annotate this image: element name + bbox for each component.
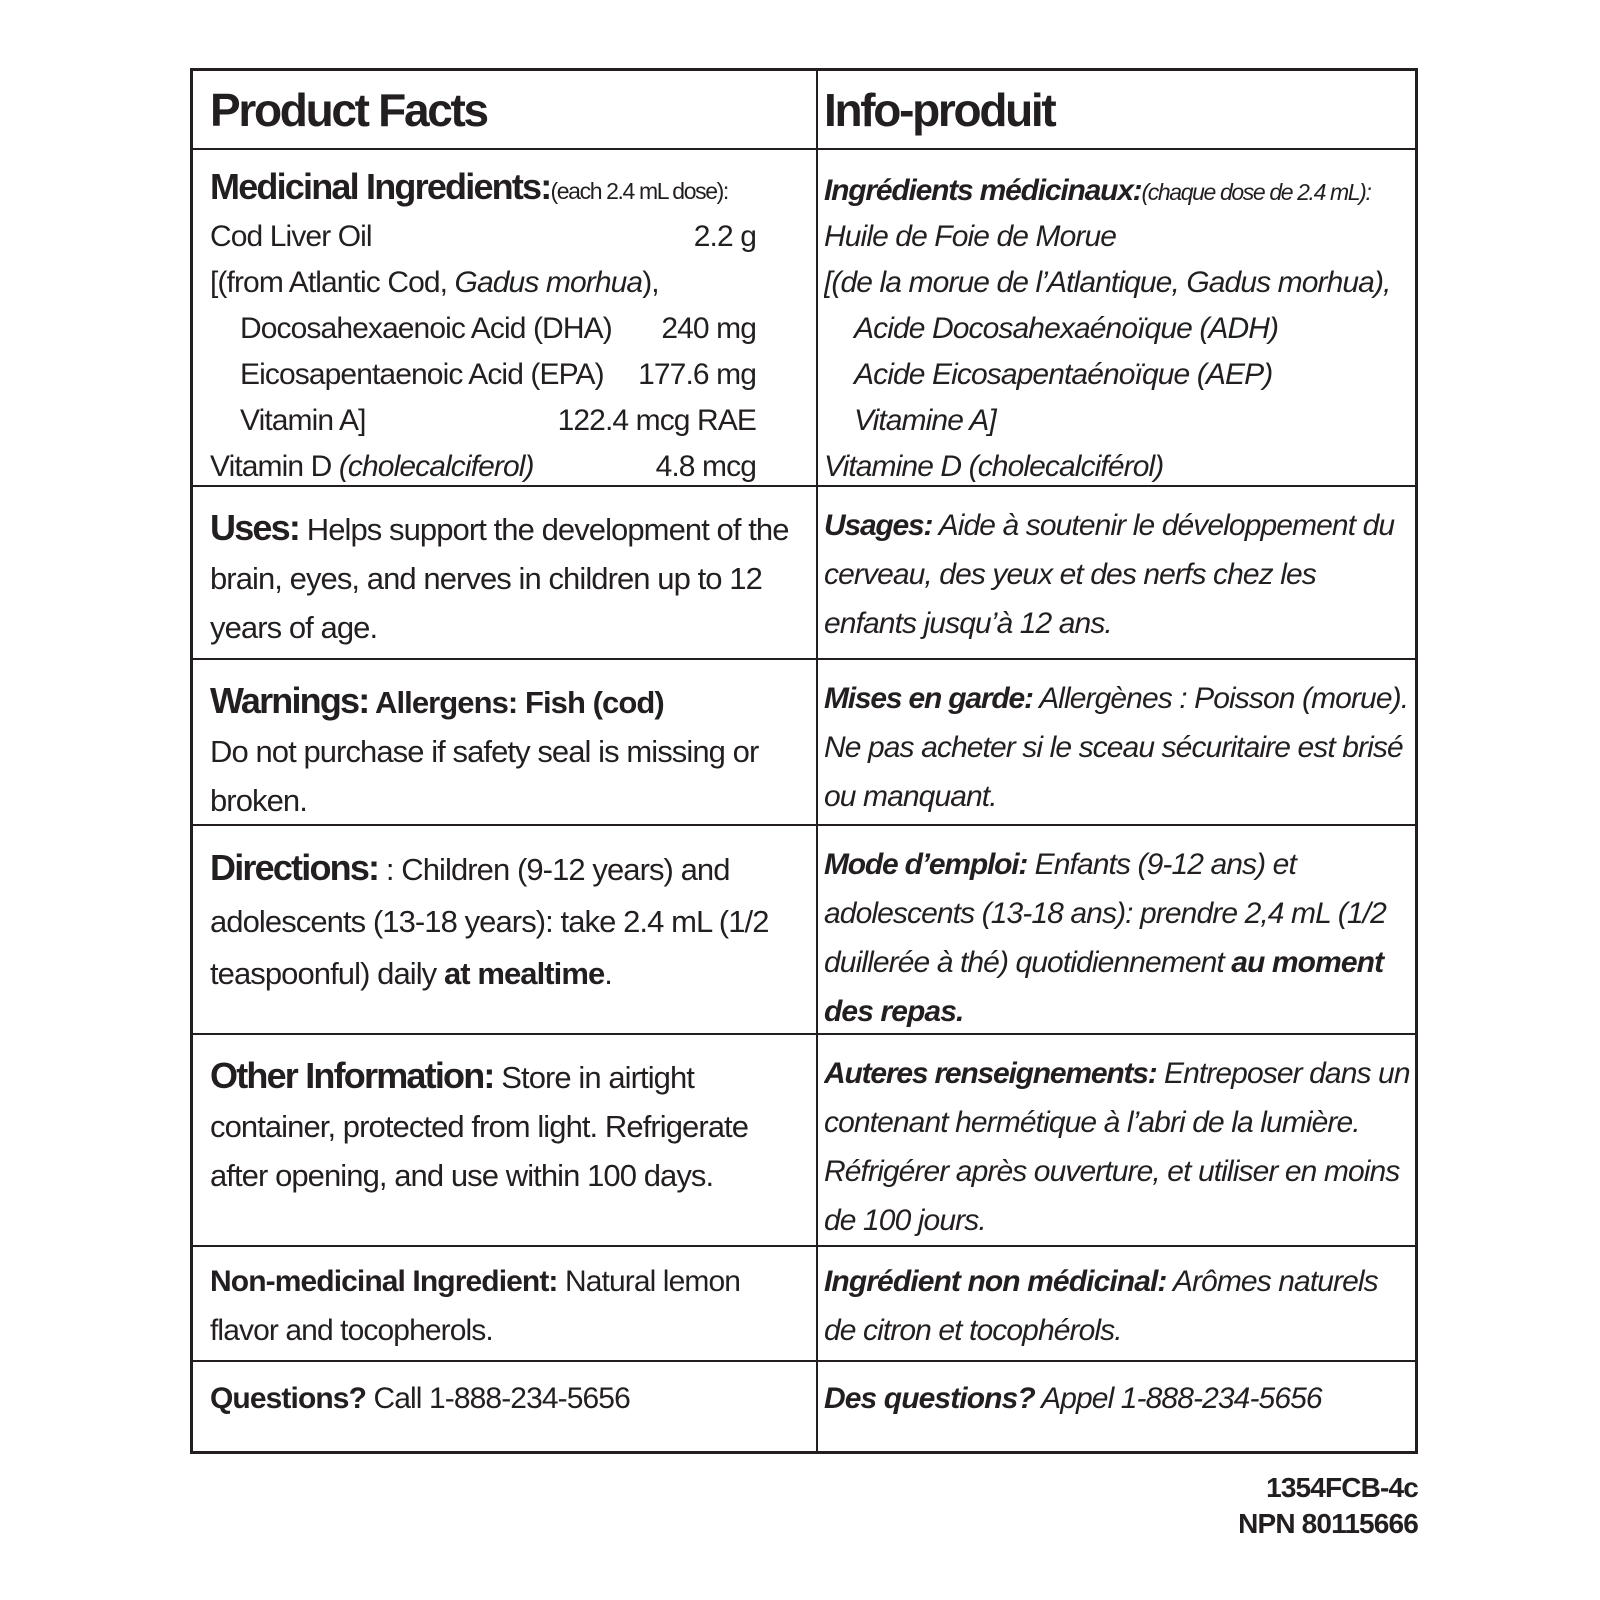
other-text-fr: Entreposer dans un contenant hermétique à l’abri de la lumière. Réfrigérer après ouverture, et utiliser en moins de 100 jours. [824, 1057, 1410, 1237]
uses-row [193, 487, 1415, 660]
warnings-fr [824, 660, 1414, 824]
medicinal-ingredients-fr [824, 150, 1414, 485]
other-information-en [210, 1035, 810, 1245]
other-text-en: Store in airtight container, protected from light. Refrigerate after opening, and use within 100 days. [210, 1060, 749, 1193]
directions-fr [824, 826, 1414, 1033]
ingredient-amount: 177.6 mg [638, 358, 756, 391]
nonmed-text-fr: Arômes naturels de citron et tocophérols. [824, 1265, 1378, 1347]
ingredient-line [210, 260, 810, 306]
medicinal-dose-fr: (chaque dose de 2.4 mL): [1141, 179, 1371, 205]
ingredient-amount: 2.2 g [693, 220, 756, 253]
ingredient-form: (cholecalciferol) [338, 450, 534, 483]
directions-emphasis-en: at mealtime [443, 956, 605, 991]
header-row [193, 71, 1415, 150]
questions-phone-en: Call 1-888-234-5656 [366, 1382, 630, 1415]
ingredient-line-fr: Acide Docosahexaénoïque (ADH) [854, 312, 1279, 345]
ingredient-name: Eicosapentaenoic Acid (EPA) [240, 358, 604, 391]
warnings-row [193, 660, 1415, 826]
other-information-row [193, 1035, 1415, 1247]
medicinal-label-en: Medicinal Ingredients: [210, 166, 551, 207]
other-label-fr: Auteres renseignements: [824, 1057, 1157, 1090]
ingredient-line [210, 306, 810, 352]
questions-label-en: Questions? [210, 1382, 367, 1415]
warnings-en [210, 660, 810, 824]
ingredient-name: [(from Atlantic Cod, [210, 266, 455, 299]
ingredient-amount: 4.8 mcg [655, 450, 756, 483]
ingredient-name: Cod Liver Oil [210, 220, 372, 253]
ingredient-line-fr: Huile de Foie de Morue [824, 220, 1117, 253]
directions-emphasis-fr: au moment des repas. [824, 946, 1384, 1028]
ingredient-line-fr: Vitamine A] [854, 404, 996, 437]
warnings-label-fr: Mises en garde: [824, 682, 1033, 715]
ingredient-name: Docosahexaenoic Acid (DHA) [240, 312, 612, 345]
questions-label-fr: Des questions? [824, 1382, 1035, 1415]
ingredient-name: Vitamin D [210, 450, 339, 483]
ingredient-line [210, 398, 810, 444]
directions-row [193, 826, 1415, 1035]
product-facts-panel [190, 68, 1418, 1454]
medicinal-label-fr: Ingrédients médicinaux: [824, 174, 1142, 207]
warnings-text-en: Do not purchase if safety seal is missing or broken. [210, 734, 759, 818]
ingredient-line-fr: [(de la morue de l’Atlantique, Gadus morhua), [824, 266, 1391, 299]
ingredient-line-fr: Acide Eicosapentaénoïque (AEP) [854, 358, 1273, 391]
nonmed-label-fr: Ingrédient non médicinal: [824, 1265, 1167, 1298]
ingredient-name-suffix: ), [642, 266, 659, 299]
non-medicinal-en [210, 1247, 810, 1360]
other-label-en: Other Information: [210, 1055, 494, 1096]
label-footer [1238, 1470, 1418, 1542]
other-information-fr [824, 1035, 1414, 1245]
directions-text-fr: Enfants (9-12 ans) et adolescents (13-18 ans): prendre 2,4 mL (1/2 duillerée à thé) quotidiennement [824, 848, 1386, 979]
ingredient-line [210, 444, 810, 485]
directions-label-fr: Mode d’emploi: [824, 848, 1028, 881]
medicinal-dose-en: (each 2.4 mL dose): [550, 178, 728, 204]
allergen-text-en: Allergens: Fish (cod) [368, 685, 664, 720]
header-title-en: Product Facts [210, 84, 487, 136]
uses-fr [824, 487, 1414, 658]
header-title-fr: Info-produit [824, 84, 1055, 136]
ingredient-line [210, 214, 810, 260]
medicinal-ingredients-row [193, 150, 1415, 487]
ingredient-name: Vitamin A] [240, 404, 366, 437]
ingredient-line-fr: Vitamine D (cholecalciférol) [824, 450, 1164, 483]
questions-fr [824, 1362, 1414, 1451]
ingredient-line [210, 352, 810, 398]
questions-en [210, 1362, 810, 1451]
product-code: 1354FCB-4c [1266, 1472, 1418, 1503]
directions-en [210, 826, 810, 1033]
warnings-text-fr: Allergènes : Poisson (morue). Ne pas acheter si le sceau sécuritaire est brisé ou manquant. [824, 682, 1409, 813]
uses-en [210, 487, 810, 658]
warnings-label-en: Warnings: [210, 680, 369, 721]
ingredient-amount: 122.4 mcg RAE [557, 404, 756, 437]
column-divider [816, 71, 818, 1451]
ingredient-species: Gadus morhua [454, 266, 643, 299]
non-medicinal-fr [824, 1247, 1414, 1360]
uses-label-en: Uses: [210, 507, 300, 548]
uses-label-fr: Usages: [824, 509, 933, 542]
npn-number: NPN 80115666 [1238, 1508, 1418, 1539]
uses-text-fr: Aide à soutenir le développement du cerveau, des yeux et des nerfs chez les enfants jusqu’à 12 ans. [824, 509, 1395, 640]
directions-end-en: . [604, 956, 612, 991]
uses-text-en: Helps support the development of the brain, eyes, and nerves in children up to 12 years of age. [210, 512, 789, 645]
non-medicinal-row [193, 1247, 1415, 1362]
nonmed-text-en: Natural lemon flavor and tocopherols. [210, 1265, 741, 1347]
directions-text-en: : Children (9-12 years) and adolescents (13-18 years): take 2.4 mL (1/2 teaspoonful) daily [210, 852, 769, 991]
directions-label-en: Directions: [210, 847, 379, 888]
questions-phone-fr: Appel 1-888-234-5656 [1034, 1382, 1322, 1415]
medicinal-ingredients-en [210, 150, 810, 485]
ingredient-amount: 240 mg [661, 312, 756, 345]
nonmed-label-en: Non-medicinal Ingredient: [210, 1265, 558, 1298]
questions-row [193, 1362, 1415, 1451]
